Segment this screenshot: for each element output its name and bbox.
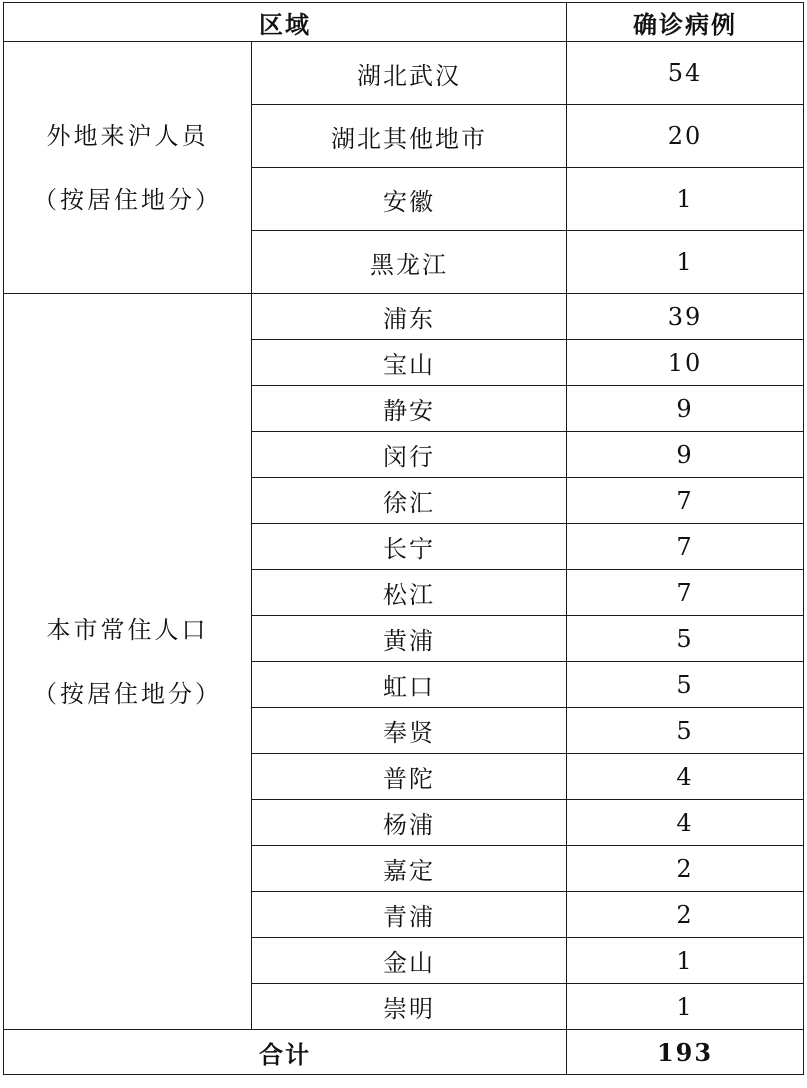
- header-confirmed-cases: 确诊病例: [567, 3, 804, 42]
- area-cell: 崇明: [252, 984, 567, 1030]
- total-row: [4, 1030, 804, 1075]
- area-cell: 虹口: [252, 662, 567, 708]
- group-label-nonlocal: 外地来沪人员 （按居住地分）: [4, 42, 252, 294]
- total-label: 合计: [4, 1030, 567, 1075]
- group-label-resident: 本市常住人口 （按居住地分）: [4, 294, 252, 1030]
- area-cell: 静安: [252, 386, 567, 432]
- area-cell: 金山: [252, 938, 567, 984]
- table-header-row: [4, 3, 804, 42]
- confirmed-cases-table: [3, 2, 804, 1075]
- area-cell: 闵行: [252, 432, 567, 478]
- cases-cell: 10: [567, 340, 804, 386]
- cases-cell: 2: [567, 846, 804, 892]
- cases-cell: 5: [567, 708, 804, 754]
- area-cell: 湖北其他地市: [252, 105, 567, 168]
- area-cell: 嘉定: [252, 846, 567, 892]
- table-row: [4, 42, 804, 105]
- area-cell: 普陀: [252, 754, 567, 800]
- cases-cell: 4: [567, 800, 804, 846]
- cases-cell: 1: [567, 168, 804, 231]
- area-cell: 安徽: [252, 168, 567, 231]
- header-region: 区域: [4, 3, 567, 42]
- area-cell: 杨浦: [252, 800, 567, 846]
- cases-cell: 5: [567, 616, 804, 662]
- area-cell: 宝山: [252, 340, 567, 386]
- cases-cell: 7: [567, 524, 804, 570]
- area-cell: 湖北武汉: [252, 42, 567, 105]
- cases-cell: 20: [567, 105, 804, 168]
- cases-cell: 9: [567, 432, 804, 478]
- area-cell: 松江: [252, 570, 567, 616]
- cases-cell: 5: [567, 662, 804, 708]
- area-cell: 黑龙江: [252, 231, 567, 294]
- area-cell: 徐汇: [252, 478, 567, 524]
- cases-cell: 1: [567, 231, 804, 294]
- area-cell: 奉贤: [252, 708, 567, 754]
- cases-cell: 7: [567, 478, 804, 524]
- cases-cell: 1: [567, 984, 804, 1030]
- cases-cell: 39: [567, 294, 804, 340]
- cases-cell: 1: [567, 938, 804, 984]
- cases-cell: 2: [567, 892, 804, 938]
- area-cell: 浦东: [252, 294, 567, 340]
- table-row: [4, 294, 804, 340]
- area-cell: 黄浦: [252, 616, 567, 662]
- cases-cell: 7: [567, 570, 804, 616]
- area-cell: 长宁: [252, 524, 567, 570]
- total-cases: 193: [567, 1030, 804, 1075]
- cases-cell: 9: [567, 386, 804, 432]
- cases-cell: 4: [567, 754, 804, 800]
- area-cell: 青浦: [252, 892, 567, 938]
- cases-cell: 54: [567, 42, 804, 105]
